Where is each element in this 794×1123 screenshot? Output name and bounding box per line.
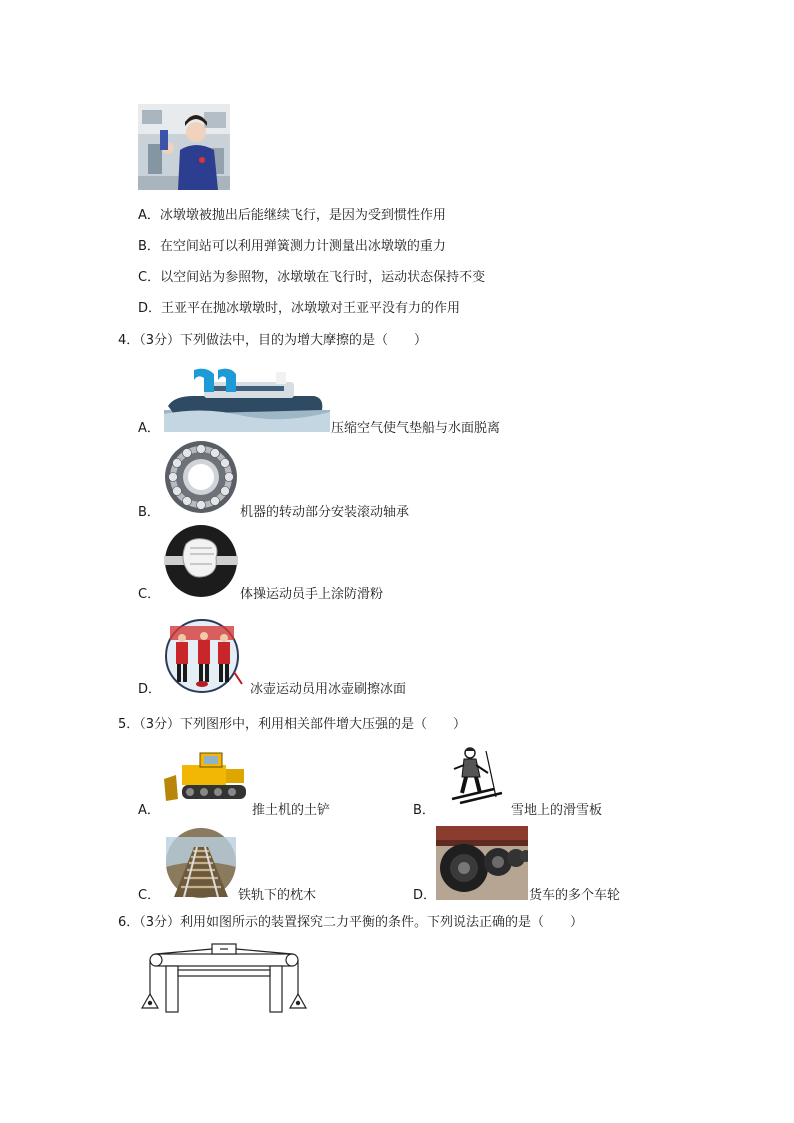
q4-option-b-letter: B． [138,505,160,520]
q4-option-c-caption: 体操运动员手上涂防滑粉 [240,587,384,602]
question-5-stem: 5．（3分）下列图形中，利用相关部件增大压强的是（ ） [118,717,467,732]
q5-option-c-letter: C． [138,888,161,903]
q5-option-d-letter: D． [413,888,437,903]
q3-option-d [138,301,460,317]
option-text: 王亚平在抛冰墩墩时，冰墩墩对王亚平没有力的作用 [161,301,461,316]
q3-option-a [138,208,446,224]
q4-option-d-caption: 冰壶运动员用冰壶刷擦冰面 [250,682,407,697]
q5-option-b-letter: B． [413,803,435,818]
option-letter: C． [138,270,161,285]
q4-option-c-letter: C． [138,587,161,602]
ball-bearing-image [164,440,238,514]
option-letter: B． [138,239,160,254]
option-text: 冰墩墩被抛出后能继续飞行，是因为受到惯性作用 [159,208,446,223]
curling-image [164,618,244,694]
question-6-stem: 6．（3分）利用如图所示的装置探究二力平衡的条件。下列说法正确的是（ ） [118,915,584,930]
q5-option-d-caption: 货车的多个车轮 [529,888,621,903]
q5-option-c-caption: 铁轨下的枕木 [238,888,317,903]
two-force-balance-apparatus-diagram [136,942,312,1016]
q4-option-d-letter: D． [138,682,162,697]
q5-option-a-caption: 推土机的土铲 [252,803,331,818]
q5-option-a-letter: A． [138,803,160,818]
option-letter: A． [138,208,160,223]
q3-option-c [138,270,485,286]
truck-wheels-image [436,826,528,900]
option-text: 以空间站为参照物，冰墩墩在飞行时，运动状态保持不变 [160,270,486,285]
question-4-stem: 4．（3分）下列做法中，目的为增大摩擦的是（ ） [118,333,428,348]
bulldozer-image [164,749,252,803]
skier-image [446,743,512,809]
gymnast-hands-image [164,524,238,598]
q3-option-b [138,239,446,255]
q4-option-a-caption: 压缩空气使气垫船与水面脱离 [331,421,501,436]
q5-option-b-caption: 雪地上的滑雪板 [511,803,603,818]
hovercraft-image [164,366,330,432]
q4-option-a-letter: A． [138,421,160,436]
option-text: 在空间站可以利用弹簧测力计测量出冰墩墩的重力 [159,239,446,254]
railway-image [164,827,238,899]
option-letter: D． [138,301,162,316]
space-station-photo [138,104,230,190]
q4-option-b-caption: 机器的转动部分安装滚动轴承 [240,505,410,520]
